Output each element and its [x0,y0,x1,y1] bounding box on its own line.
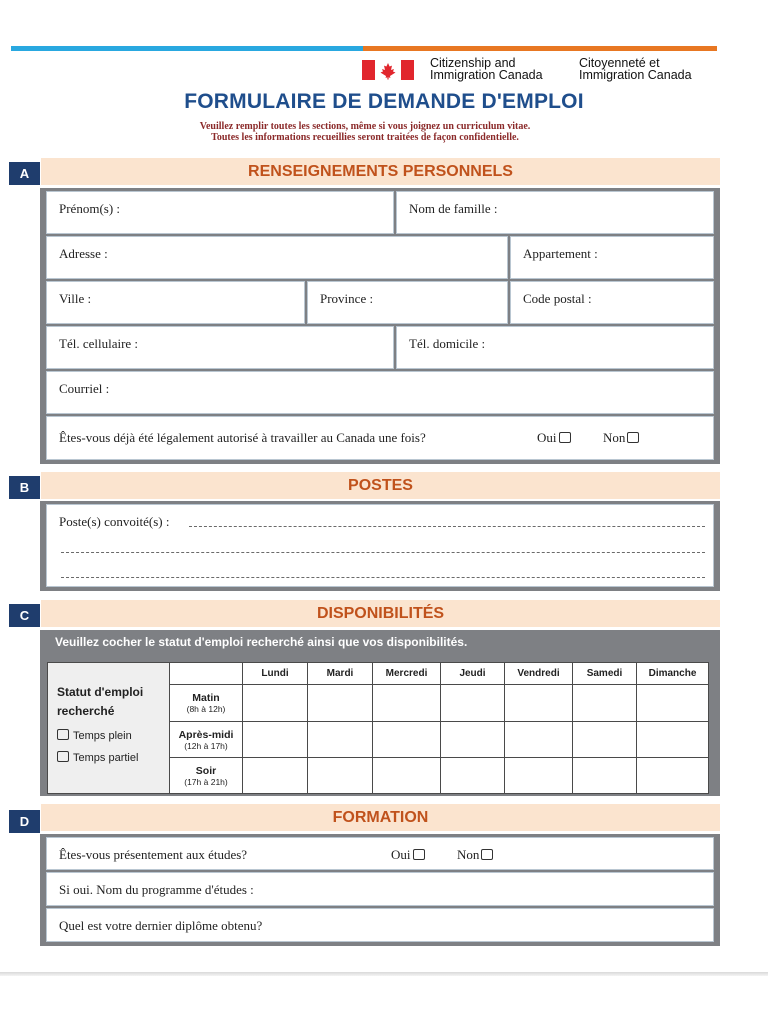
canada-flag-icon [362,60,414,80]
part-time-label: Temps partiel [73,752,139,764]
header-orange-bar [363,46,717,51]
section-d-letter: D [9,810,40,833]
page-bottom-edge [0,972,768,976]
postal-code-label: Code postal : [523,291,592,306]
employment-status-label-2: recherché [57,704,115,718]
section-a-box [40,188,720,464]
slot-afternoon [170,722,243,758]
form-subtitle-2: Toutes les informations recueillies seront traitées de façon confidentielle. [211,132,519,143]
cell-phone-field[interactable] [46,326,394,369]
availability-cell[interactable] [308,685,373,722]
work-auth-yes-label: Oui [537,430,557,445]
apartment-label: Appartement : [523,246,598,261]
email-label: Courriel : [59,381,110,396]
work-auth-yes-option[interactable] [537,430,571,446]
header-blue-bar [11,46,363,51]
slot-afternoon-time: (12h à 17h) [184,740,228,751]
day-header-tuesday: Mardi [308,663,373,685]
city-field[interactable] [46,281,305,324]
apartment-field[interactable] [510,236,714,279]
day-header-saturday: Samedi [573,663,637,685]
studying-yes-option[interactable] [391,847,425,863]
last-diploma-field[interactable] [46,908,714,942]
part-time-option[interactable] [57,747,169,769]
dept-fr-line2: Immigration Canada [579,68,692,82]
part-time-checkbox[interactable] [57,751,69,762]
studying-no-label: Non [457,847,480,862]
studying-no-checkbox[interactable] [481,849,493,860]
form-title: FORMULAIRE DE DEMANDE D'EMPLOI [184,90,584,113]
slot-morning-time: (8h à 12h) [186,704,226,714]
availability-cell[interactable] [441,758,505,794]
writing-line-1 [189,526,705,527]
work-auth-no-label: Non [603,430,626,445]
availability-cell[interactable] [308,722,373,758]
last-name-field[interactable] [396,191,714,234]
desired-positions-label: Poste(s) convoité(s) : [59,514,170,529]
first-name-field[interactable] [46,191,394,234]
availability-cell[interactable] [573,722,637,758]
corner-cell [170,663,243,685]
work-authorization-question: Êtes-vous déjà été légalement autorisé à travailler au Canada une fois? [59,430,426,445]
day-header-thursday: Jeudi [441,663,505,685]
slot-evening-name: Soir [195,764,217,777]
availability-cell[interactable] [243,685,308,722]
dept-en-line1: Citizenship and [430,56,516,70]
department-name-french [579,57,692,81]
availability-cell[interactable] [505,722,573,758]
work-authorization-row [46,416,714,460]
day-header-sunday: Dimanche [637,663,709,685]
slot-morning [170,685,243,722]
employment-status-cell [48,663,170,794]
address-field[interactable] [46,236,508,279]
availability-cell[interactable] [637,685,709,722]
department-name-english [430,57,543,81]
section-a-letter: A [9,162,40,185]
writing-line-3 [61,577,705,578]
province-label: Province : [320,291,374,306]
section-b-letter: B [9,476,40,499]
availability-cell[interactable] [243,758,308,794]
availability-table [47,662,709,794]
address-label: Adresse : [59,246,108,261]
slot-morning-name: Matin [192,692,220,704]
day-header-wednesday: Mercredi [373,663,441,685]
availability-instruction: Veuillez cocher le statut d'emploi recherché ainsi que vos disponibilités. [55,635,468,649]
home-phone-label: Tél. domicile : [409,336,486,351]
full-time-label: Temps plein [73,730,132,742]
availability-cell[interactable] [308,758,373,794]
dept-en-line2: Immigration Canada [430,68,543,82]
work-auth-no-option[interactable] [603,430,639,446]
availability-cell[interactable] [373,722,441,758]
dept-fr-line1: Citoyenneté et [579,56,660,70]
availability-cell[interactable] [505,685,573,722]
availability-cell[interactable] [573,685,637,722]
section-d-title: FORMATION [41,804,720,831]
section-c-letter: C [9,604,40,627]
section-c-title: DISPONIBILITÉS [41,600,720,627]
first-name-label: Prénom(s) : [59,201,121,216]
slot-evening-time: (17h à 21h) [184,776,228,787]
desired-positions-field[interactable] [46,504,714,587]
work-auth-yes-checkbox[interactable] [559,432,571,443]
home-phone-field[interactable] [396,326,714,369]
section-b-box [40,501,720,591]
studying-row [46,837,714,870]
studying-yes-label: Oui [391,847,411,862]
day-header-monday: Lundi [243,663,308,685]
availability-cell[interactable] [637,722,709,758]
slot-afternoon-name: Après-midi [178,728,234,741]
program-name-field[interactable] [46,872,714,906]
availability-cell[interactable] [243,722,308,758]
employment-status-label: Statut d'emploi [57,685,144,699]
availability-cell[interactable] [373,685,441,722]
slot-evening [170,758,243,794]
province-field[interactable] [307,281,508,324]
program-name-label: Si oui. Nom du programme d'études : [59,882,254,897]
section-a-title: RENSEIGNEMENTS PERSONNELS [41,158,720,185]
email-field[interactable] [46,371,714,414]
studying-no-option[interactable] [457,847,493,863]
availability-cell[interactable] [637,758,709,794]
section-b-title: POSTES [41,472,720,499]
cell-phone-label: Tél. cellulaire : [59,336,139,351]
day-header-friday: Vendredi [505,663,573,685]
last-diploma-label: Quel est votre dernier diplôme obtenu? [59,918,263,933]
availability-cell[interactable] [573,758,637,794]
availability-cell[interactable] [441,722,505,758]
writing-line-2 [61,552,705,553]
work-auth-no-checkbox[interactable] [627,432,639,443]
section-d-box [40,834,720,946]
availability-cell[interactable] [373,758,441,794]
form-subtitle-1: Veuillez remplir toutes les sections, même si vous joignez un curriculum vitae. [199,121,531,132]
last-name-label: Nom de famille : [409,201,498,216]
city-label: Ville : [59,291,92,306]
availability-cell[interactable] [441,685,505,722]
availability-cell[interactable] [505,758,573,794]
full-time-checkbox[interactable] [57,729,69,740]
postal-code-field[interactable] [510,281,714,324]
studying-yes-checkbox[interactable] [413,849,425,860]
studying-question: Êtes-vous présentement aux études? [59,847,248,862]
full-time-option[interactable] [57,725,169,747]
